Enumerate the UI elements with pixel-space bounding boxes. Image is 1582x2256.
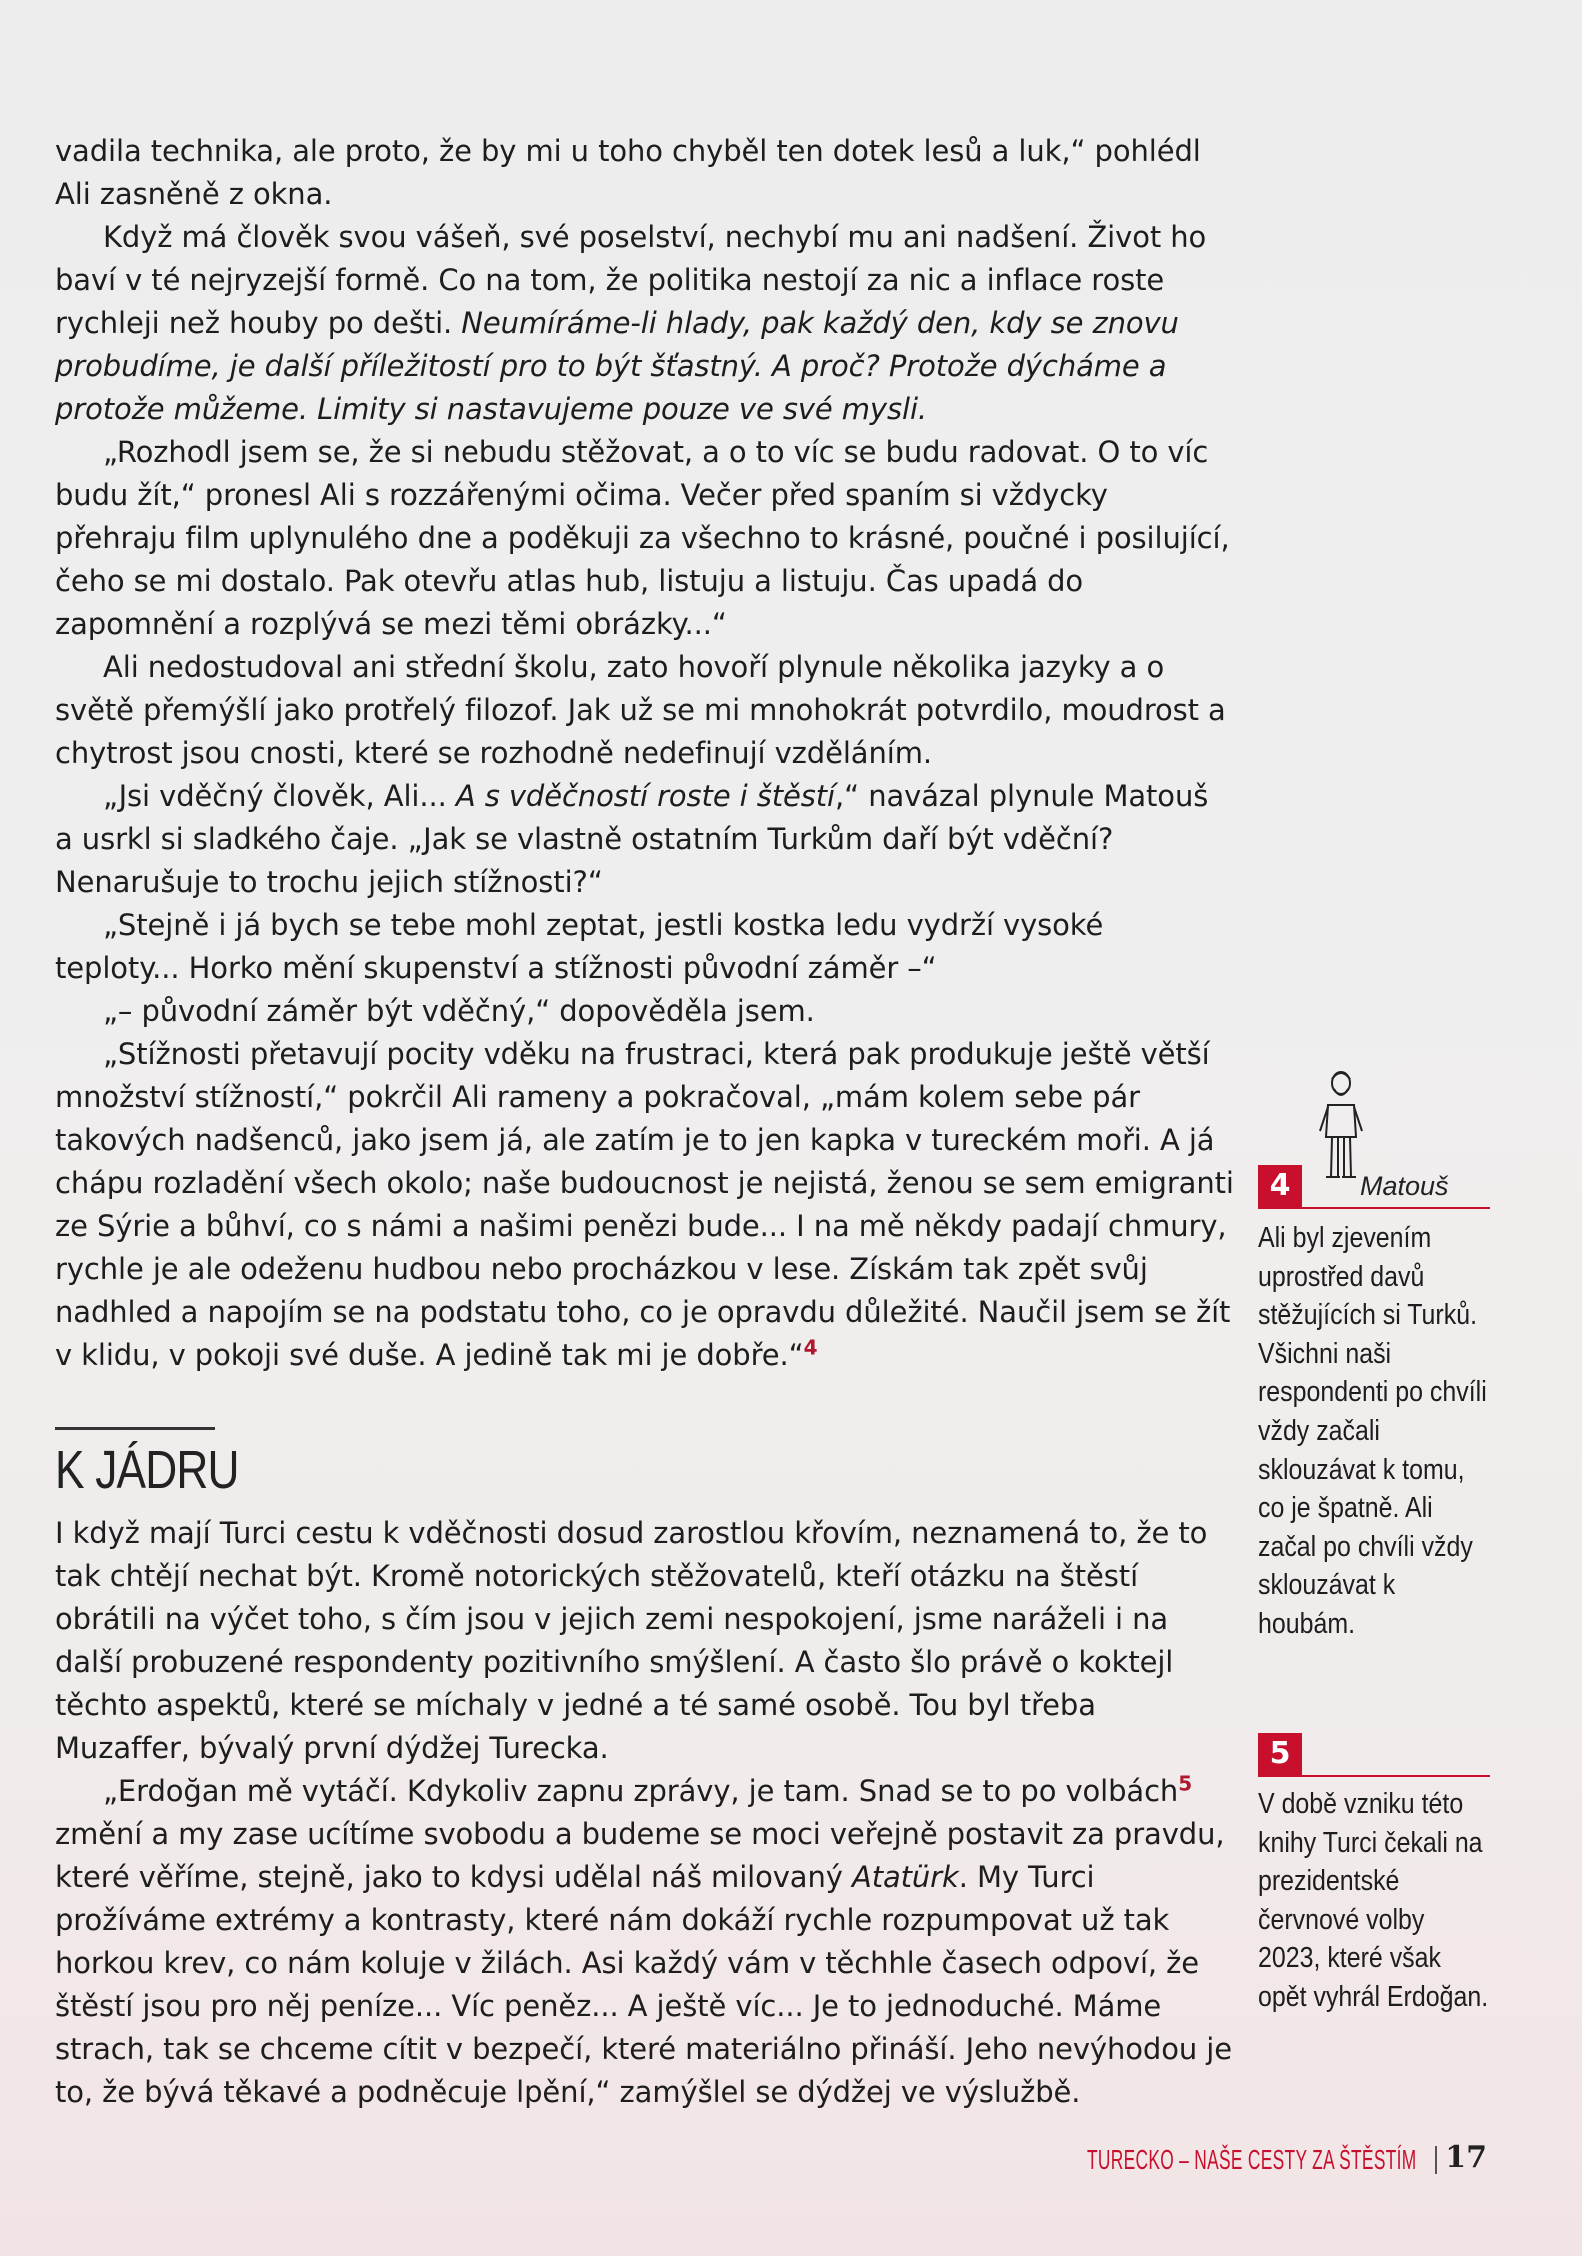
main-text-column: [55, 130, 1235, 1377]
paragraph: Ali nedostudoval ani střední školu, zato hovoří plynule několika jazyky a o světě přemýšlí jako protřelý filozof. Jak už se mi mnohokrát potvrdilo, moudrost a chytrost jsou cnosti, které se rozhodně nedefinují vzděláním.: [55, 650, 1226, 770]
section-text: [55, 1512, 1235, 2114]
heading-rule: [55, 1427, 215, 1430]
paragraph: „– původní záměr být vděčný,“ dopověděla jsem.: [103, 994, 815, 1028]
sidenote-header: [1258, 1733, 1490, 1777]
sidenote-header: [1258, 1165, 1490, 1209]
paragraph: „Erdoğan mě vytáčí. Kdykoliv zapnu zprávy, je tam. Snad se to po volbách$^5$ změní a my zase ucítíme svobodu a budeme se moci veřejně postavit za pravdu, které věříme, stejně, jako to kdysi udělal náš milovaný Atatürk. My Turci prožíváme extrémy a kontrasty, které nám dokáží rychle rozpumpovat už tak horkou krev, co nám koluje v žilách. Asi každý vám v těchhle časech odpoví, že štěstí jsou pro něj peníze... Víc peněz... A ještě víc... Je to jednoduché. Máme strach, tak se chceme cítit v bezpečí, které materiálno přináší. Jeho nevýhodou je to, že bývá těkavé a podněcuje lpění,“ zamýšlel se dýdžej ve výslužbě.: [55, 1771, 1232, 2109]
italic-text: Neumíráme-li hlady, pak každý den, kdy se znovu probudíme, je další příležitostí pro to být šťastný. A proč? Protože dýcháme a protože můžeme. Limity si nastavujeme pouze ve své mysli.: [55, 306, 1179, 426]
paragraph: „Stížnosti přetavují pocity vděku na frustraci, která pak produkuje ještě větší množství stížností,“ pokrčil Ali rameny a pokračoval, „mám kolem sebe pár takových nadšenců, jako jsem já, ale zatím je to jen kapka v tureckém moři. A já chápu rozladění všech okolo; naše budoucnost je nejistá, ženou se sem emigranti ze Sýrie a bůhví, co s námi a našimi penězi bude... I na mě někdy padají chmury, rychle je ale odeženu hudbou nebo procházkou v lese. Získám tak zpět svůj nadhled a napojím se na podstatu toho, co je opravdu důležité. Naučil jsem se žít v klidu, v pokoji své duše. A jedině tak mi je dobře.“$^4$: [55, 1037, 1234, 1372]
sidenote-5: [1258, 1733, 1490, 2017]
matous-figure-icon: [1316, 1065, 1366, 1185]
section-heading: K JÁDRU: [55, 1440, 239, 1500]
footnote-ref-4: 4: [803, 1335, 818, 1360]
running-title: TURECKO – NAŠE CESTY ZA ŠTĚSTÍM: [1087, 2144, 1417, 2175]
sidenote-text: V době vzniku této knihy Turci čekali na prezidentské červnové volby 2023, které však opět vyhrál Erdoğan.: [1258, 1788, 1489, 2013]
sidenote-4: [1258, 1165, 1490, 1644]
sidenote-number: 4: [1258, 1165, 1302, 1207]
paragraph: „Rozhodl jsem se, že si nebudu stěžovat, a o to víc se budu radovat. O to víc budu žít,“ pronesl Ali s rozzářenými očima. Večer před spaním si vždycky přehraju film uplynulého dne a poděkuji za všechno to krásné, poučné i posilující, čeho se mi dostalo. Pak otevřu atlas hub, listuju a listuju. Čas upadá do zapomnění a rozplývá se mezi těmi obrázky...“: [55, 435, 1230, 641]
page-number: 17: [1445, 2140, 1487, 2175]
sidenote-author: Matouš: [1360, 1171, 1449, 1201]
italic-text: A s vděčností roste i štěstí: [455, 779, 836, 813]
paragraph: „Jsi vděčný člověk, Ali... A s vděčností roste i štěstí,“ navázal plynule Matouš a usrkl si sladkého čaje. „Jak se vlastně ostatním Turkům daří být vděční? Nenarušuje to trochu jejich stížnosti?“: [55, 779, 1209, 899]
sidenote-rule: [1258, 1207, 1490, 1209]
footer-divider: [1435, 2146, 1437, 2174]
sidenote-number: 5: [1258, 1733, 1302, 1775]
footnote-ref-5: 5: [1178, 1771, 1193, 1796]
paragraph: vadila technika, ale proto, že by mi u toho chyběl ten dotek lesů a luk,“ pohlédl Ali zasněně z okna.: [55, 134, 1201, 211]
paragraph: Když má člověk svou vášeň, své poselství, nechybí mu ani nadšení. Život ho baví v té nejryzejší formě. Co na tom, že politika nestojí za nic a inflace roste rychleji než houby po dešti. Neumíráme-li hlady, pak každý den, kdy se znovu probudíme, je další příležitostí pro to být šťastný. A proč? Protože dýcháme a protože můžeme. Limity si nastavujeme pouze ve své mysli.: [55, 220, 1207, 426]
sidenote-text: Ali byl zjevením uprostřed davů stěžujících si Turků. Všichni naši respondenti po chvíli vždy začali sklouzávat k tomu, co je špatně. Ali začal po chvíli vždy sklouzávat k houbám.: [1258, 1222, 1487, 1640]
paragraph: „Stejně i já bych se tebe mohl zeptat, jestli kostka ledu vydrží vysoké teploty... Horko mění skupenství a stížnosti původní záměr –“: [55, 908, 1104, 985]
sidenote-rule: [1258, 1775, 1490, 1777]
paragraph: I když mají Turci cestu k vděčnosti dosud zarostlou křovím, neznamená to, že to tak chtějí nechat být. Kromě notorických stěžovatelů, kteří otázku na štěstí obrátili na výčet toho, s čím jsou v jejich zemi nespokojení, jsme naráželi i na další probuzené respondenty pozitivního smýšlení. A často šlo právě o koktejl těchto aspektů, které se míchaly v jedné a té samé osobě. Tou byl třeba Muzaffer, bývalý první dýdžej Turecka.: [55, 1516, 1208, 1765]
page-footer: [1087, 2140, 1495, 2180]
italic-text: Atatürk: [851, 1860, 959, 1894]
